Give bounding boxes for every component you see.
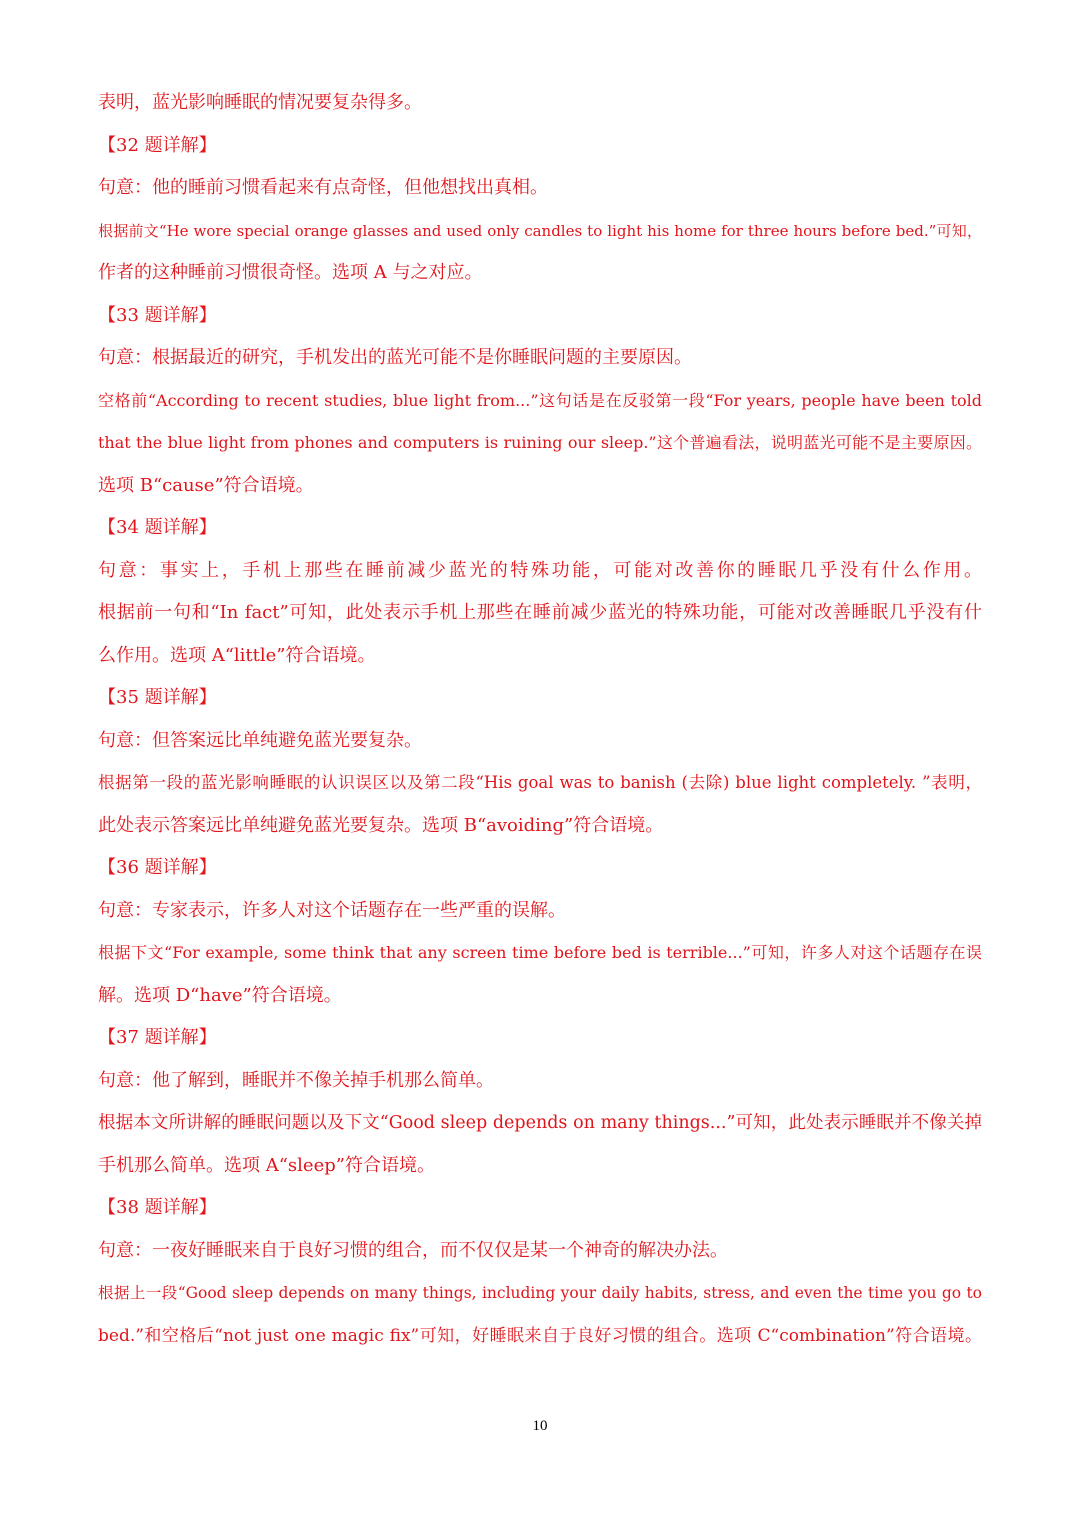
- question-heading: 【38 题详解】: [98, 1197, 217, 1218]
- explanation-line: 此处表示答案远比单纯避免蓝光要复杂。选项 B“avoiding”符合语境。: [98, 814, 664, 836]
- document-body: [98, 82, 982, 1357]
- explanation-line: 根据前文“He wore special orange glasses and used only candles to light his home for three hours before bed.”可知，: [98, 221, 982, 240]
- question-heading: 【36 题详解】: [98, 857, 217, 878]
- sentence-meaning: 句意：一夜好睡眠来自于良好习惯的组合，而不仅仅是某一个神奇的解决办法。: [98, 1239, 728, 1261]
- explanation-line: bed.”和空格后“not just one magic fix”可知，好睡眠来自于良好习惯的组合。选项 C“combination”符合语境。: [98, 1325, 982, 1346]
- explanation-line: 解。选项 D“have”符合语境。: [98, 984, 342, 1006]
- question-heading: 【34 题详解】: [98, 517, 217, 538]
- explanation-line: 么作用。选项 A“little”符合语境。: [98, 644, 376, 666]
- sentence-meaning: 句意：他了解到，睡眠并不像关掉手机那么简单。: [98, 1069, 494, 1091]
- explanation-line: 根据本文所讲解的睡眠问题以及下文“Good sleep depends on many things...”可知，此处表示睡眠并不像关掉: [98, 1113, 982, 1133]
- explanation-line: 手机那么简单。选项 A“sleep”符合语境。: [98, 1154, 435, 1176]
- page-number: 10: [532, 1418, 548, 1434]
- explanation-line: that the blue light from phones and computers is ruining our sleep.”这个普遍看法，说明蓝光可能不是主要原因。: [98, 433, 982, 452]
- explanation-line: 根据上一段“Good sleep depends on many things, including your daily habits, stress, and even the time you go to: [98, 1284, 982, 1302]
- question-heading: 【32 题详解】: [98, 134, 217, 156]
- sentence-meaning: 句意：专家表示，许多人对这个话题存在一些严重的误解。: [98, 899, 566, 921]
- question-heading: 【37 题详解】: [98, 1027, 217, 1048]
- explanation-line: 选项 B“cause”符合语境。: [98, 474, 314, 496]
- question-heading: 【33 题详解】: [98, 304, 217, 326]
- explanation-line: 根据前一句和“In fact”可知，此处表示手机上那些在睡前减少蓝光的特殊功能，可能对改善睡眠几乎没有什: [98, 602, 982, 623]
- sentence-meaning: 句意：事实上，手机上那些在睡前减少蓝光的特殊功能，可能对改善你的睡眠几乎没有什么作用。: [98, 559, 982, 581]
- question-heading: 【35 题详解】: [98, 687, 217, 708]
- sentence-meaning: 句意：但答案远比单纯避免蓝光要复杂。: [98, 729, 422, 751]
- explanation-line: 根据下文“For example, some think that any screen time before bed is terrible...”可知，许多人对这个话题存在误: [98, 943, 982, 962]
- explanation-line: 作者的这种睡前习惯很奇怪。选项 A 与之对应。: [98, 262, 483, 283]
- explanation-line: 根据第一段的蓝光影响睡眠的认识误区以及第二段“His goal was to banish (去除) blue light completely. ”表明，: [98, 773, 982, 792]
- sentence-meaning: 句意：他的睡前习惯看起来有点奇怪，但他想找出真相。: [98, 177, 548, 198]
- sentence-meaning: 句意：根据最近的研究，手机发出的蓝光可能不是你睡眠问题的主要原因。: [98, 347, 692, 368]
- explanation-line: 空格前“According to recent studies, blue light from...”这句话是在反驳第一段“For years, people have been told: [98, 390, 982, 410]
- explanation-line: 表明，蓝光影响睡眠的情况要复杂得多。: [98, 92, 422, 113]
